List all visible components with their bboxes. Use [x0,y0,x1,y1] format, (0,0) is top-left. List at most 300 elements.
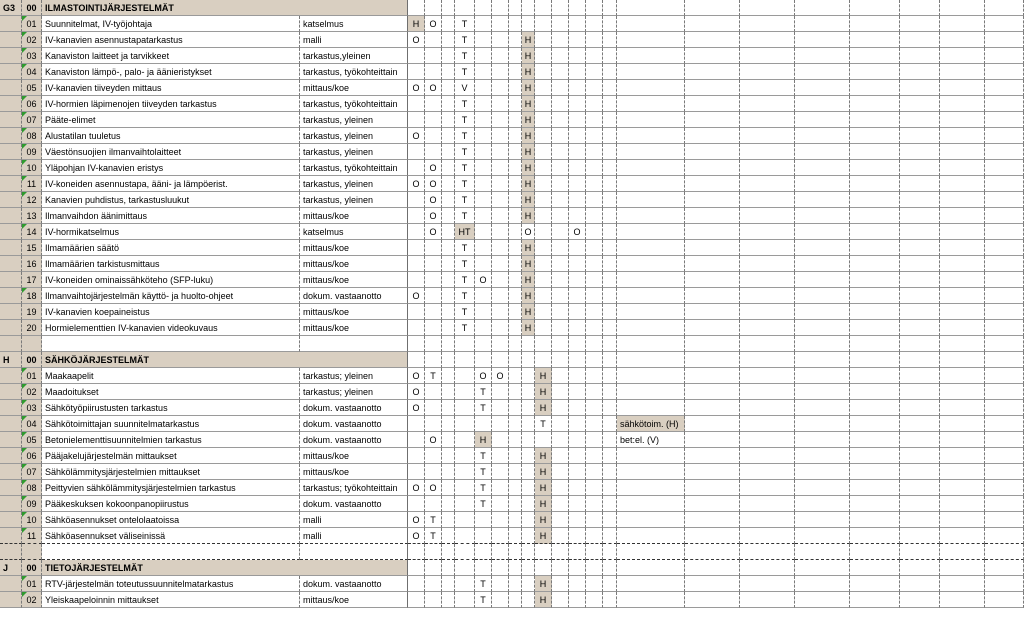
grid-cell[interactable] [795,576,850,592]
grid-cell[interactable] [442,16,455,32]
grid-cell[interactable] [425,64,442,80]
grid-cell[interactable] [586,512,603,528]
grid-cell[interactable] [850,80,900,96]
grid-cell[interactable] [850,96,900,112]
marker-cell[interactable]: T [455,256,475,272]
grid-cell[interactable] [455,368,475,384]
grid-cell[interactable] [900,16,940,32]
grid-cell[interactable] [603,560,617,576]
grid-cell[interactable] [850,528,900,544]
grid-cell[interactable] [455,528,475,544]
method-cell[interactable]: dokum. vastaanotto [300,496,408,512]
grid-cell[interactable] [685,128,740,144]
grid-cell[interactable] [795,528,850,544]
grid-cell[interactable] [535,64,552,80]
method-cell[interactable]: dokum. vastaanotto [300,288,408,304]
grid-cell[interactable] [442,48,455,64]
marker-cell[interactable]: O [408,528,425,544]
grid-cell[interactable] [425,304,442,320]
grid-cell[interactable] [408,560,425,576]
grid-cell[interactable] [586,320,603,336]
marker-cell[interactable]: O [425,224,442,240]
grid-cell[interactable] [535,336,552,352]
grid-cell[interactable] [522,448,535,464]
marker-cell[interactable]: T [455,144,475,160]
method-cell[interactable]: tarkastus, yleinen [300,144,408,160]
grid-cell[interactable] [850,256,900,272]
code-cell[interactable] [0,336,22,352]
grid-cell[interactable] [492,592,509,608]
row-number-cell[interactable]: 10 [22,160,42,176]
task-cell[interactable]: Ilmanvaihtojärjestelmän käyttö- ja huolto-ohjeet [42,288,300,304]
task-cell[interactable]: Ilmanvaihdon äänimittaus [42,208,300,224]
grid-cell[interactable] [552,496,569,512]
grid-cell[interactable] [740,240,795,256]
marker-cell[interactable]: V [455,80,475,96]
task-cell[interactable]: Pääjakelujärjestelmän mittaukset [42,448,300,464]
marker-cell[interactable]: T [455,240,475,256]
code-cell[interactable] [0,528,22,544]
marker-cell[interactable]: T [455,160,475,176]
grid-cell[interactable] [509,96,522,112]
grid-cell[interactable] [552,528,569,544]
grid-cell[interactable] [740,592,795,608]
grid-cell[interactable] [535,320,552,336]
grid-cell[interactable] [603,112,617,128]
grid-cell[interactable] [685,160,740,176]
grid-cell[interactable] [740,288,795,304]
grid-cell[interactable] [795,592,850,608]
grid-cell[interactable] [569,256,586,272]
grid-cell[interactable] [586,64,603,80]
grid-cell[interactable] [442,0,455,16]
method-cell[interactable]: mittaus/koe [300,80,408,96]
grid-cell[interactable] [740,80,795,96]
grid-cell[interactable] [603,288,617,304]
grid-cell[interactable] [552,240,569,256]
task-cell[interactable]: IV-kanavien koepaineistus [42,304,300,320]
grid-cell[interactable] [603,592,617,608]
grid-cell[interactable] [569,576,586,592]
grid-cell[interactable] [569,384,586,400]
marker-cell[interactable]: O [408,480,425,496]
grid-cell[interactable] [685,304,740,320]
grid-cell[interactable] [442,272,455,288]
grid-cell[interactable] [603,464,617,480]
grid-cell[interactable] [795,416,850,432]
row-number-cell[interactable]: 01 [22,576,42,592]
grid-cell[interactable] [475,256,492,272]
grid-cell[interactable] [425,336,442,352]
grid-cell[interactable] [850,0,900,16]
grid-cell[interactable] [603,496,617,512]
method-cell[interactable]: tarkastus, yleinen [300,176,408,192]
grid-cell[interactable] [900,0,940,16]
grid-cell[interactable] [617,496,685,512]
row-number-cell[interactable]: 09 [22,496,42,512]
grid-cell[interactable] [442,496,455,512]
task-cell[interactable]: Ilmamäärien tarkistusmittaus [42,256,300,272]
grid-cell[interactable] [535,96,552,112]
marker-cell[interactable]: T [455,48,475,64]
grid-cell[interactable] [442,160,455,176]
task-cell[interactable]: Kanavien puhdistus, tarkastusluukut [42,192,300,208]
grid-cell[interactable] [552,176,569,192]
grid-cell[interactable] [603,176,617,192]
grid-cell[interactable] [552,320,569,336]
grid-cell[interactable] [535,16,552,32]
grid-cell[interactable] [985,560,1024,576]
grid-cell[interactable] [586,160,603,176]
grid-cell[interactable] [425,32,442,48]
grid-cell[interactable] [940,336,985,352]
grid-cell[interactable] [425,544,442,560]
grid-cell[interactable] [900,272,940,288]
grid-cell[interactable] [552,0,569,16]
marker-cell[interactable]: O [408,80,425,96]
code-cell[interactable] [0,256,22,272]
grid-cell[interactable] [492,432,509,448]
grid-cell[interactable] [408,448,425,464]
grid-cell[interactable] [569,560,586,576]
grid-cell[interactable] [492,96,509,112]
row-number-cell[interactable]: 08 [22,480,42,496]
grid-cell[interactable] [740,576,795,592]
task-cell[interactable]: Maadoitukset [42,384,300,400]
grid-cell[interactable] [940,176,985,192]
grid-cell[interactable] [492,320,509,336]
grid-cell[interactable] [940,80,985,96]
grid-cell[interactable] [685,496,740,512]
grid-cell[interactable] [492,0,509,16]
grid-cell[interactable] [475,144,492,160]
grid-cell[interactable] [685,288,740,304]
grid-cell[interactable] [492,496,509,512]
grid-cell[interactable] [900,464,940,480]
grid-cell[interactable] [985,288,1024,304]
grid-cell[interactable] [492,464,509,480]
grid-cell[interactable] [740,544,795,560]
grid-cell[interactable] [685,240,740,256]
grid-cell[interactable] [985,512,1024,528]
grid-cell[interactable] [300,336,408,352]
grid-cell[interactable] [509,400,522,416]
grid-cell[interactable] [685,480,740,496]
grid-cell[interactable] [617,192,685,208]
grid-cell[interactable] [442,448,455,464]
grid-cell[interactable] [442,480,455,496]
grid-cell[interactable] [522,352,535,368]
grid-cell[interactable] [552,304,569,320]
grid-cell[interactable] [740,256,795,272]
code-cell[interactable] [0,64,22,80]
grid-cell[interactable] [475,352,492,368]
grid-cell[interactable] [850,176,900,192]
grid-cell[interactable] [455,544,475,560]
code-cell[interactable] [0,112,22,128]
marker-cell[interactable]: O [408,32,425,48]
grid-cell[interactable] [850,240,900,256]
grid-cell[interactable] [535,144,552,160]
grid-cell[interactable] [492,560,509,576]
code-cell[interactable] [0,384,22,400]
grid-cell[interactable] [795,480,850,496]
grid-cell[interactable] [492,208,509,224]
grid-cell[interactable] [425,320,442,336]
grid-cell[interactable] [985,272,1024,288]
marker-cell[interactable]: H [522,240,535,256]
row-number-cell[interactable]: 17 [22,272,42,288]
grid-cell[interactable] [509,64,522,80]
grid-cell[interactable] [685,48,740,64]
row-number-cell[interactable]: 13 [22,208,42,224]
grid-cell[interactable] [509,208,522,224]
grid-cell[interactable] [685,16,740,32]
grid-cell[interactable] [552,464,569,480]
grid-cell[interactable] [569,544,586,560]
grid-cell[interactable] [940,0,985,16]
grid-cell[interactable] [900,592,940,608]
grid-cell[interactable] [425,352,442,368]
grid-cell[interactable] [492,192,509,208]
grid-cell[interactable] [740,464,795,480]
grid-cell[interactable] [850,480,900,496]
grid-cell[interactable] [509,576,522,592]
grid-cell[interactable] [425,416,442,432]
grid-cell[interactable] [850,144,900,160]
grid-cell[interactable] [900,32,940,48]
grid-cell[interactable] [603,336,617,352]
grid-cell[interactable] [408,96,425,112]
grid-cell[interactable] [425,272,442,288]
grid-cell[interactable] [850,352,900,368]
grid-cell[interactable] [617,544,685,560]
grid-cell[interactable] [552,272,569,288]
row-number-cell[interactable]: 12 [22,192,42,208]
marker-cell[interactable]: H [522,80,535,96]
grid-cell[interactable] [522,592,535,608]
grid-cell[interactable] [985,240,1024,256]
row-number-cell[interactable]: 11 [22,176,42,192]
code-cell[interactable] [0,416,22,432]
grid-cell[interactable] [586,0,603,16]
grid-cell[interactable] [603,480,617,496]
grid-cell[interactable] [522,576,535,592]
grid-cell[interactable] [586,96,603,112]
grid-cell[interactable] [535,128,552,144]
grid-cell[interactable] [492,448,509,464]
grid-cell[interactable] [475,16,492,32]
code-cell[interactable] [0,128,22,144]
grid-cell[interactable] [740,0,795,16]
grid-cell[interactable] [455,496,475,512]
grid-cell[interactable] [586,256,603,272]
grid-cell[interactable] [985,432,1024,448]
grid-cell[interactable] [408,0,425,16]
grid-cell[interactable] [586,272,603,288]
marker-cell[interactable]: O [408,384,425,400]
grid-cell[interactable] [492,400,509,416]
grid-cell[interactable] [685,576,740,592]
marker-cell[interactable]: O [425,432,442,448]
grid-cell[interactable] [985,0,1024,16]
grid-cell[interactable] [509,32,522,48]
grid-cell[interactable] [985,352,1024,368]
grid-cell[interactable] [586,480,603,496]
grid-cell[interactable] [569,208,586,224]
grid-cell[interactable] [535,272,552,288]
grid-cell[interactable] [442,304,455,320]
grid-cell[interactable] [603,528,617,544]
grid-cell[interactable] [985,528,1024,544]
grid-cell[interactable] [535,432,552,448]
grid-cell[interactable] [685,192,740,208]
grid-cell[interactable] [442,96,455,112]
grid-cell[interactable] [552,224,569,240]
marker-cell[interactable]: H [535,496,552,512]
method-cell[interactable]: dokum. vastaanotto [300,576,408,592]
row-number-cell[interactable]: 03 [22,400,42,416]
grid-cell[interactable] [617,288,685,304]
grid-cell[interactable] [442,320,455,336]
grid-cell[interactable] [569,496,586,512]
code-cell[interactable] [0,400,22,416]
grid-cell[interactable] [940,560,985,576]
marker-cell[interactable]: H [535,512,552,528]
grid-cell[interactable] [442,432,455,448]
grid-cell[interactable] [455,560,475,576]
marker-cell[interactable]: T [455,16,475,32]
marker-cell[interactable]: T [475,576,492,592]
grid-cell[interactable] [685,208,740,224]
task-cell[interactable]: Sähkölämmitysjärjestelmien mittaukset [42,464,300,480]
marker-cell[interactable]: H [522,192,535,208]
grid-cell[interactable] [586,464,603,480]
code-cell[interactable] [0,432,22,448]
marker-cell[interactable]: T [475,496,492,512]
code-cell[interactable] [0,368,22,384]
marker-cell[interactable]: T [425,512,442,528]
grid-cell[interactable] [603,240,617,256]
code-cell[interactable] [0,320,22,336]
grid-cell[interactable] [900,176,940,192]
marker-cell[interactable]: H [522,160,535,176]
grid-cell[interactable] [475,304,492,320]
grid-cell[interactable] [509,256,522,272]
grid-cell[interactable] [569,480,586,496]
code-cell[interactable] [0,16,22,32]
grid-cell[interactable] [569,160,586,176]
grid-cell[interactable] [569,192,586,208]
grid-cell[interactable] [985,224,1024,240]
grid-cell[interactable] [940,224,985,240]
grid-cell[interactable] [509,128,522,144]
grid-cell[interactable] [492,544,509,560]
grid-cell[interactable] [425,464,442,480]
marker-cell[interactable]: H [522,32,535,48]
grid-cell[interactable] [522,512,535,528]
marker-cell[interactable]: H [522,144,535,160]
grid-cell[interactable] [850,432,900,448]
grid-cell[interactable] [850,400,900,416]
marker-cell[interactable]: H [522,128,535,144]
grid-cell[interactable] [940,208,985,224]
grid-cell[interactable] [535,224,552,240]
grid-cell[interactable] [552,256,569,272]
grid-cell[interactable] [850,448,900,464]
grid-cell[interactable] [795,496,850,512]
grid-cell[interactable] [535,288,552,304]
grid-cell[interactable] [850,368,900,384]
grid-cell[interactable] [552,144,569,160]
method-cell[interactable]: tarkastus; yleinen [300,368,408,384]
grid-cell[interactable] [586,560,603,576]
grid-cell[interactable] [940,400,985,416]
grid-cell[interactable] [569,96,586,112]
grid-cell[interactable] [603,272,617,288]
grid-cell[interactable] [850,288,900,304]
grid-cell[interactable] [603,400,617,416]
grid-cell[interactable] [509,448,522,464]
grid-cell[interactable] [850,16,900,32]
grid-cell[interactable] [569,48,586,64]
grid-cell[interactable] [425,496,442,512]
code-cell[interactable] [0,96,22,112]
grid-cell[interactable] [617,368,685,384]
grid-cell[interactable] [603,16,617,32]
code-cell[interactable] [0,496,22,512]
row-number-cell[interactable] [22,336,42,352]
grid-cell[interactable] [569,464,586,480]
grid-cell[interactable] [552,208,569,224]
method-cell[interactable]: mittaus/koe [300,448,408,464]
grid-cell[interactable] [569,528,586,544]
grid-cell[interactable] [509,368,522,384]
grid-cell[interactable] [617,528,685,544]
grid-cell[interactable] [509,432,522,448]
grid-cell[interactable] [685,32,740,48]
row-number-cell[interactable]: 04 [22,64,42,80]
grid-cell[interactable] [985,64,1024,80]
marker-cell[interactable]: H [535,368,552,384]
grid-cell[interactable] [425,144,442,160]
grid-cell[interactable] [617,0,685,16]
grid-cell[interactable] [522,560,535,576]
grid-cell[interactable] [740,224,795,240]
code-cell[interactable] [0,32,22,48]
grid-cell[interactable] [425,576,442,592]
grid-cell[interactable] [617,144,685,160]
grid-cell[interactable] [569,448,586,464]
grid-cell[interactable] [740,560,795,576]
grid-cell[interactable] [900,320,940,336]
grid-cell[interactable] [685,80,740,96]
grid-cell[interactable] [42,336,300,352]
grid-cell[interactable] [940,592,985,608]
code-cell[interactable] [0,448,22,464]
grid-cell[interactable] [603,544,617,560]
marker-cell[interactable]: O [425,16,442,32]
task-cell[interactable]: IV-koneiden ominaissähköteho (SFP-luku) [42,272,300,288]
grid-cell[interactable] [569,432,586,448]
method-cell[interactable]: mittaus/koe [300,320,408,336]
grid-cell[interactable] [900,576,940,592]
grid-cell[interactable] [617,32,685,48]
grid-cell[interactable] [492,128,509,144]
marker-cell[interactable]: T [455,288,475,304]
code-cell[interactable] [0,48,22,64]
marker-cell[interactable]: H [522,208,535,224]
